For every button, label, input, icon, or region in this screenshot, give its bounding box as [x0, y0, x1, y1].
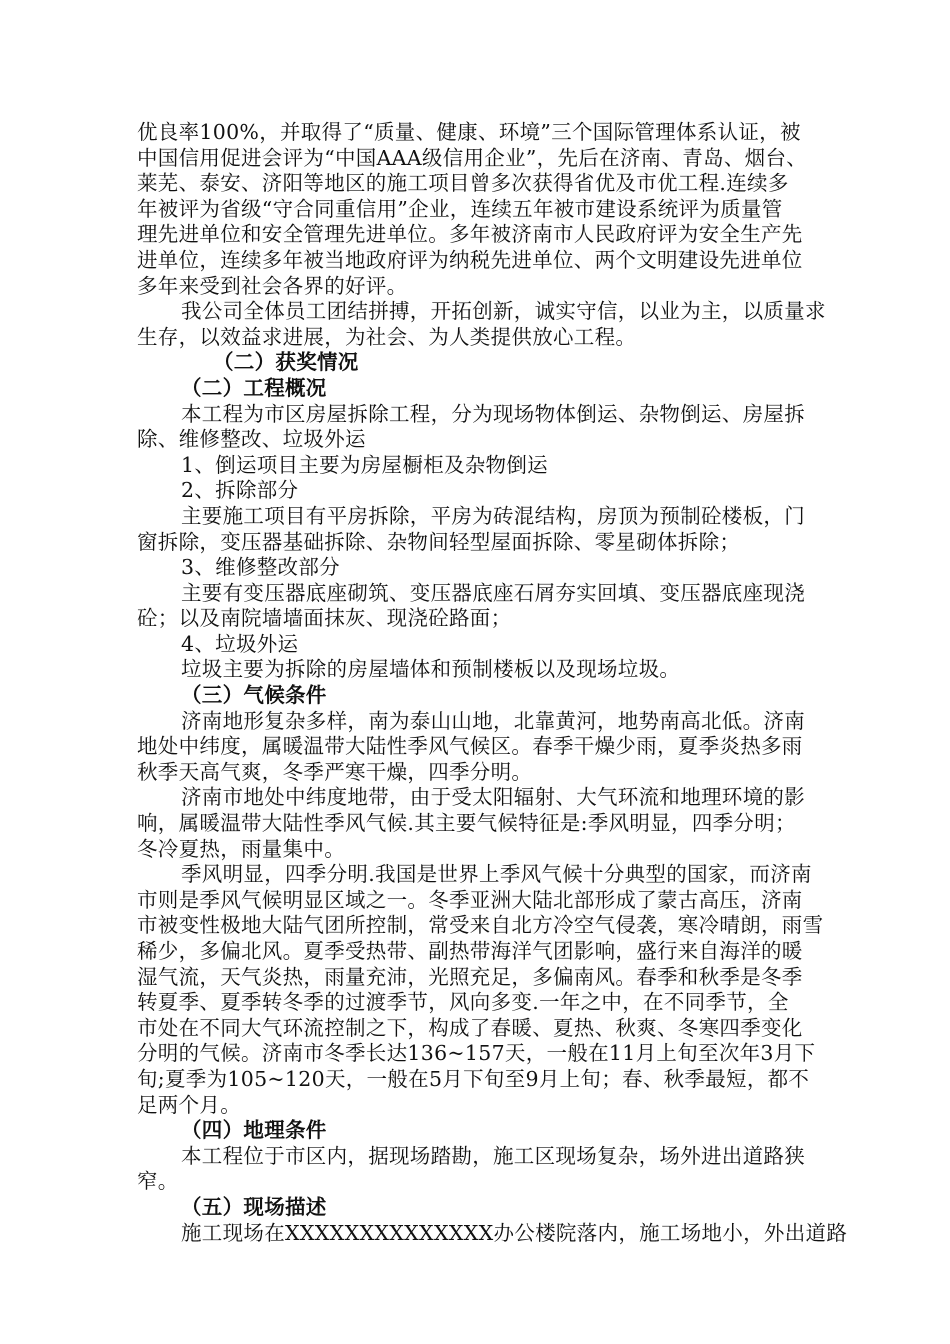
section-heading: （二）获奖情况: [213, 350, 359, 375]
section-heading: （二）工程概况: [181, 375, 327, 400]
text-line: 湿气流，天气炎热，雨量充沛，光照充足，多偏南风。春季和秋季是冬季: [137, 964, 803, 989]
text-line: 冬冷夏热，雨量集中。: [137, 836, 345, 861]
section-heading: （五）现场描述: [181, 1194, 327, 1219]
section-heading: （四）地理条件: [181, 1118, 327, 1143]
text-line: 响，属暖温带大陆性季风气候.其主要气候特征是:季风明显，四季分明；: [137, 811, 796, 836]
text-line: 足两个月。: [137, 1092, 241, 1117]
text-line: 济南地形复杂多样，南为泰山山地，北靠黄河，地势南高北低。济南: [181, 708, 805, 733]
text-line: 秋季天高气爽，冬季严寒干燥，四季分明。: [137, 759, 533, 784]
text-line: 中国信用促进会评为“中国AAA级信用企业”，先后在济南、青岛、烟台、: [137, 145, 808, 170]
text-line: 多年来受到社会各界的好评。: [137, 273, 408, 298]
text-line: 市则是季风气候明显区域之一。冬季亚洲大陆北部形成了蒙古高压，济南: [137, 887, 803, 912]
text-line: 年被评为省级“守合同重信用”企业，连续五年被市建设系统评为质量管: [137, 196, 783, 221]
text-line: 3、维修整改部分: [181, 555, 340, 580]
text-line: 除、维修整改、垃圾外运: [137, 427, 366, 452]
text-line: 窄。: [137, 1169, 179, 1194]
text-line: 济南市地处中纬度地带，由于受太阳辐射、大气环流和地理环境的影: [181, 785, 805, 810]
text-line: 垃圾主要为拆除的房屋墙体和预制楼板以及现场垃圾。: [181, 657, 681, 682]
text-line: 理先进单位和安全管理先进单位。多年被济南市人民政府评为安全生产先: [137, 222, 803, 247]
text-line: 市被变性极地大陆气团所控制，常受来自北方冷空气侵袭，寒冷晴朗，雨雪: [137, 913, 824, 938]
text-line: 进单位，连续多年被当地政府评为纳税先进单位、两个文明建设先进单位: [137, 247, 803, 272]
text-line: 施工现场在XXXXXXXXXXXXXX办公楼院落内，施工场地小，外出道路: [181, 1220, 848, 1245]
text-line: 莱芜、泰安、济阳等地区的施工项目曾多次获得省优及市优工程.连续多: [137, 171, 789, 196]
text-line: 市处在不同大气环流控制之下，构成了春暖、夏热、秋爽、冬寒四季变化: [137, 1015, 803, 1040]
text-line: 地处中纬度，属暖温带大陆性季风气候区。春季干燥少雨，夏季炎热多雨: [137, 734, 803, 759]
text-line: 2、拆除部分: [181, 478, 299, 503]
text-line: 我公司全体员工团结拼搏，开拓创新，诚实守信，以业为主，以质量求: [181, 299, 826, 324]
text-line: 主要有变压器底座砌筑、变压器底座石屑夯实回填、变压器底座现浇: [181, 580, 805, 605]
text-line: 转夏季、夏季转冬季的过渡季节，风向多变.一年之中，在不同季节，全: [137, 990, 789, 1015]
text-line: 1、倒运项目主要为房屋橱柜及杂物倒运: [181, 452, 548, 477]
text-line: 旬;夏季为105~120天，一般在5月下旬至9月上旬；春、秋季最短，都不: [137, 1066, 810, 1091]
text-line: 4、垃圾外运: [181, 631, 299, 656]
text-line: 季风明显，四季分明.我国是世界上季风气候十分典型的国家，而济南: [181, 862, 812, 887]
document-page: [137, 120, 867, 1246]
text-line: 稀少，多偏北风。夏季受热带、副热带海洋气团影响，盛行来自海洋的暖: [137, 939, 803, 963]
text-line: 本工程位于市区内，据现场踏勘，施工区现场复杂，场外进出道路狭: [181, 1143, 805, 1168]
text-line: 主要施工项目有平房拆除，平房为砖混结构，房顶为预制砼楼板，门: [181, 503, 805, 528]
text-line: 分明的气候。济南市冬季长达136~157天，一般在11月上旬至次年3月下: [137, 1041, 816, 1066]
text-line: 优良率100%，并取得了“质量、健康、环境”三个国际管理体系认证，被: [137, 120, 801, 144]
text-line: 砼；以及南院墙墙面抹灰、现浇砼路面；: [137, 606, 512, 631]
text-line: 窗拆除，变压器基础拆除、杂物间轻型屋面拆除、零星砌体拆除；: [137, 529, 741, 554]
text-line: 生存，以效益求进展，为社会、为人类提供放心工程。: [137, 324, 637, 349]
text-line: 本工程为市区房屋拆除工程，分为现场物体倒运、杂物倒运、房屋拆: [181, 401, 805, 426]
section-heading: （三）气候条件: [181, 683, 327, 708]
